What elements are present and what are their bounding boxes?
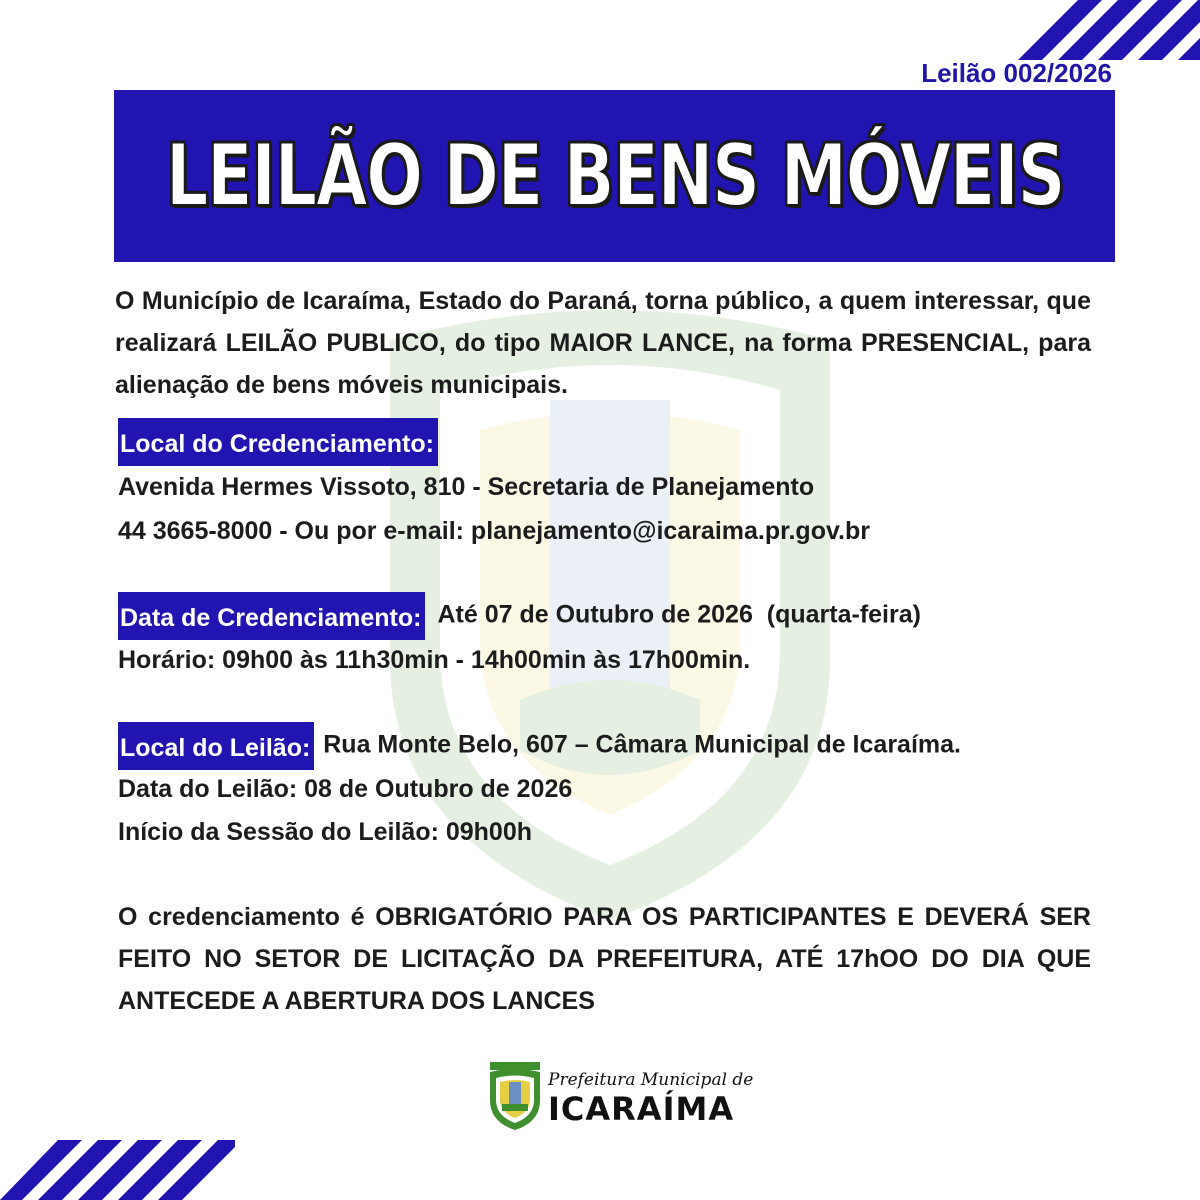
diagonal-stripes-icon xyxy=(0,1140,235,1200)
diagonal-stripes-icon xyxy=(980,0,1200,60)
credentialing-hours: Horário: 09h00 às 11h30min - 14h00min às 17h00min. xyxy=(118,646,751,674)
credentialing-address: Avenida Hermes Vissoto, 810 - Secretaria de Planejamento xyxy=(118,473,815,501)
intro-paragraph: O Município de Icaraíma, Estado do Paraná, torna público, a quem interessar, que realizará LEILÃO PUBLICO, do tipo MAIOR LANCE, na forma PRESENCIAL, para alienação de bens móveis municipais. xyxy=(115,287,1091,399)
auction-start: Início da Sessão do Leilão: 09h00h xyxy=(118,818,533,846)
credentialing-place-row xyxy=(118,418,444,458)
municipal-crest-icon xyxy=(484,1060,546,1132)
credentialing-date-label: Data de Credenciamento: xyxy=(118,592,425,640)
credentialing-date-row xyxy=(118,592,921,632)
auction-date: Data do Leilão: 08 de Outubro de 2026 xyxy=(118,775,573,803)
logo-subtitle: Prefeitura Municipal de xyxy=(548,1070,754,1090)
credentialing-place-label: Local do Credenciamento: xyxy=(118,418,438,466)
credentialing-contact: 44 3665-8000 - Ou por e-mail: planejamento@icaraima.pr.gov.br xyxy=(118,517,870,545)
page-title: LEILÃO DE BENS MÓVEIS xyxy=(165,126,1064,226)
edital-number: Leilão 002/2026 xyxy=(921,58,1112,88)
logo-name: ICARAÍMA xyxy=(548,1090,735,1128)
auction-place-label: Local do Leilão: xyxy=(118,722,314,770)
title-banner xyxy=(114,90,1115,262)
notice-paragraph: O credenciamento é OBRIGATÓRIO PARA OS PARTICIPANTES E DEVERÁ SER FEITO NO SETOR DE LICITAÇÃO DA PREFEITURA, ATÉ 17hOO DO DIA QUE ANTECEDE A ABERTURA DOS LANCES xyxy=(118,903,1091,1015)
credentialing-date-value: Até 07 de Outubro de 2026 (quarta-feira) xyxy=(437,600,921,629)
auction-place-value: Rua Monte Belo, 607 – Câmara Municipal de Icaraíma. xyxy=(323,730,961,759)
auction-place-row xyxy=(118,722,961,762)
municipal-logo xyxy=(484,1060,754,1135)
